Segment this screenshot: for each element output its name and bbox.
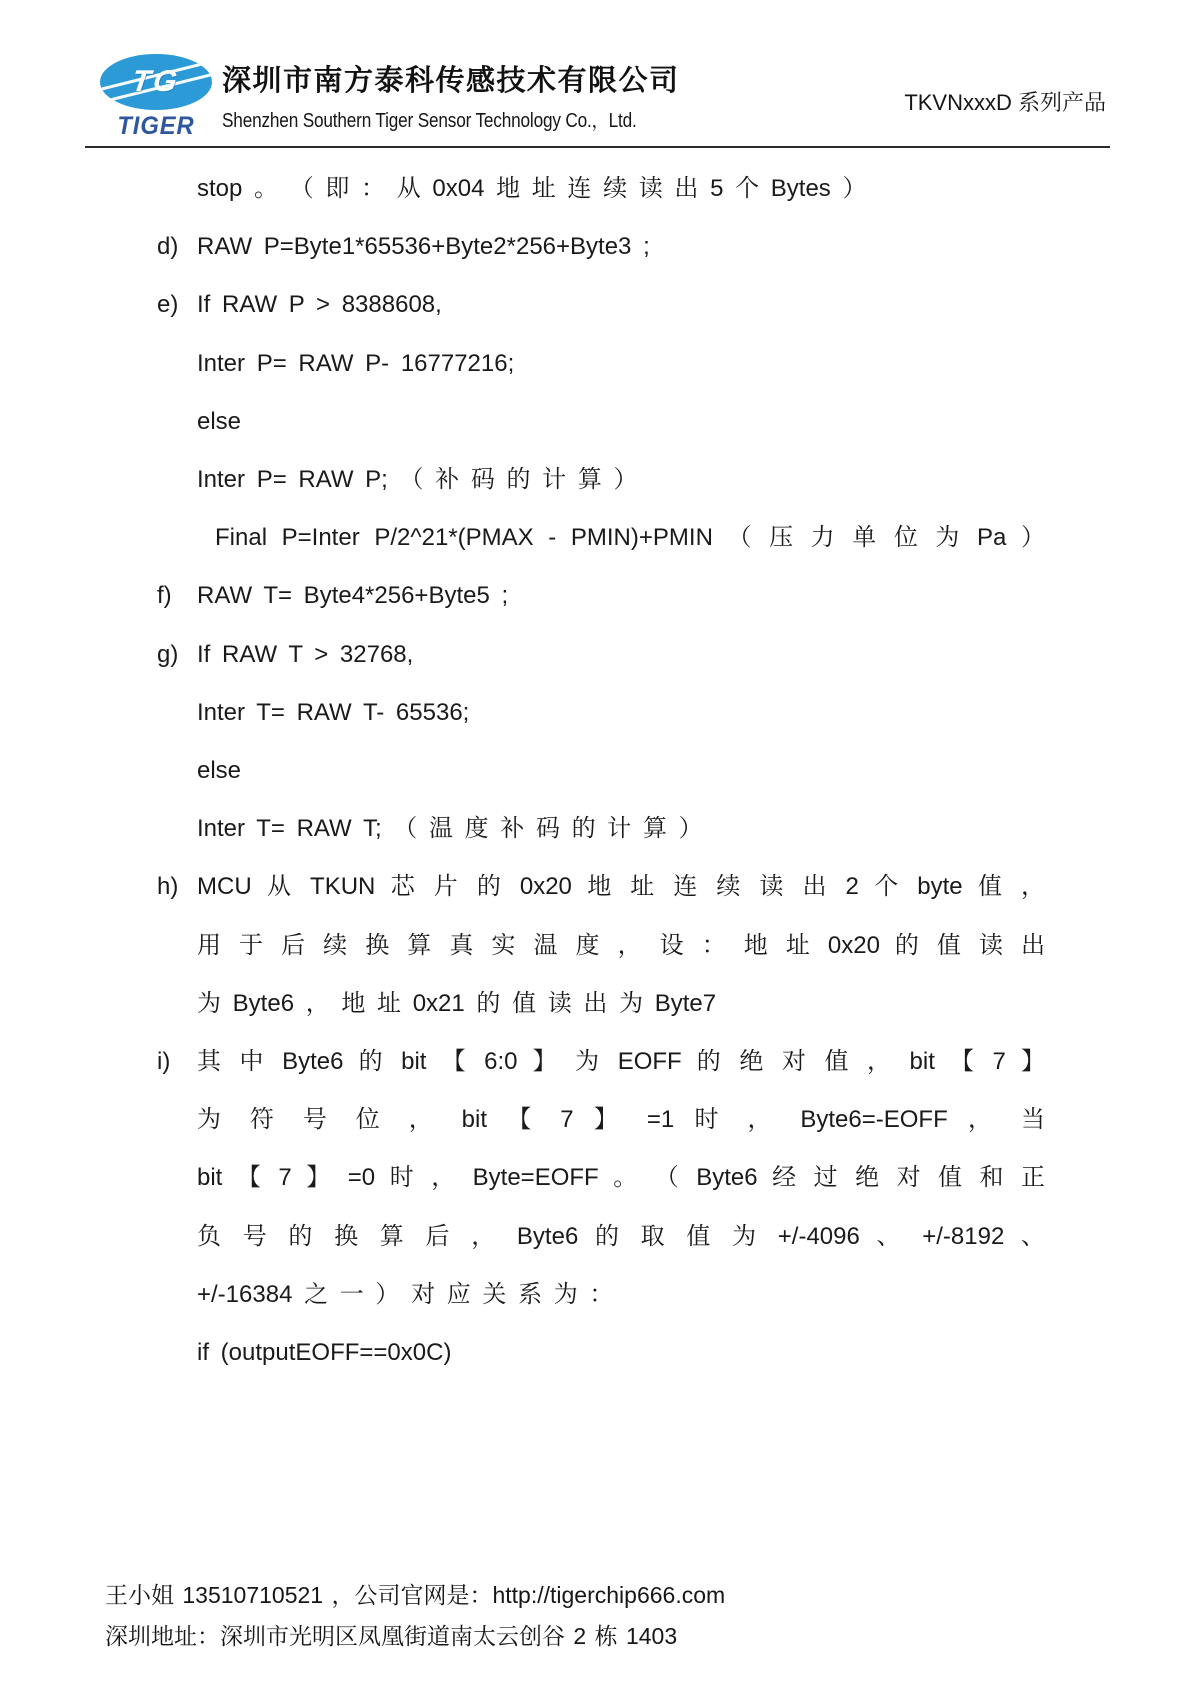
body-line	[157, 858, 1045, 916]
line-marker	[157, 742, 197, 800]
line-text: bit 【 7 】 =0 时 ， Byte=EOFF 。 （ Byte6 经 过 绝 对 值 和 正	[197, 1164, 1045, 1192]
line-text: Inter P= RAW P; （ 补 码 的 计 算 ）	[197, 466, 638, 494]
body-line	[157, 276, 1045, 334]
logo-brand-text: TIGER	[117, 112, 195, 140]
body-line	[157, 567, 1045, 625]
body-line	[157, 975, 1045, 1033]
page-header	[0, 0, 1190, 150]
line-marker	[157, 509, 197, 567]
line-marker	[157, 1091, 197, 1149]
line-text: 用 于 后 续 换 算 真 实 温 度 ， 设 ： 地 址 0x20 的 值 读 出	[197, 931, 1045, 959]
line-text: else	[197, 757, 242, 785]
line-marker	[157, 335, 197, 393]
line-marker: e)	[157, 291, 179, 319]
line-text: 为 符 号 位 ， bit 【 7 】 =1 时 ， Byte6=-EOFF ， 当	[197, 1106, 1045, 1134]
body-line	[157, 917, 1045, 975]
body-line	[157, 509, 1045, 567]
line-marker	[157, 1149, 197, 1207]
body-line	[157, 626, 1045, 684]
line-marker	[157, 451, 197, 509]
line-text: RAW P=Byte1*65536+Byte2*256+Byte3 ;	[197, 233, 650, 261]
line-text: Final P=Inter P/2^21*(PMAX - PMIN)+PMIN （ 压 力 单 位 为 Pa ）	[215, 524, 1045, 552]
company-name-en: Shenzhen Southern Tiger Sensor Technology Co.，Ltd.	[222, 110, 637, 132]
line-text: Inter T= RAW T- 65536;	[197, 698, 470, 726]
body-line	[157, 160, 1045, 218]
body-line	[157, 335, 1045, 393]
body-line	[157, 1266, 1045, 1324]
header-divider	[85, 146, 1110, 148]
line-text: RAW T= Byte4*256+Byte5 ;	[197, 582, 509, 610]
line-text: MCU 从 TKUN 芯 片 的 0x20 地 址 连 续 读 出 2 个 byte 值 ，	[197, 873, 1045, 901]
body-line	[157, 1091, 1045, 1149]
line-text: else	[197, 407, 242, 435]
page-footer	[105, 1575, 725, 1657]
logo-monogram: TG	[129, 65, 183, 98]
line-marker	[157, 160, 197, 218]
body-line	[157, 1324, 1045, 1382]
line-marker: h)	[157, 873, 179, 901]
body-line	[157, 1149, 1045, 1207]
company-logo	[98, 54, 214, 141]
body-line	[157, 1033, 1045, 1091]
body-line	[157, 451, 1045, 509]
line-marker	[157, 917, 197, 975]
line-text: 为 Byte6 ， 地 址 0x21 的 值 读 出 为 Byte7	[197, 989, 717, 1017]
body-line	[157, 218, 1045, 276]
body-line	[157, 393, 1045, 451]
line-marker: i)	[157, 1048, 171, 1076]
tiger-logo-icon	[100, 54, 212, 110]
line-text: If RAW P > 8388608,	[197, 291, 442, 319]
line-marker	[157, 1266, 197, 1324]
line-text: if (outputEOFF==0x0C)	[197, 1339, 452, 1367]
line-text: stop 。 （ 即 ： 从 0x04 地 址 连 续 读 出 5 个 Bytes ）	[197, 175, 867, 202]
footer-contact-line: 王小姐 13510710521 ，公司官网是：http://tigerchip666.com	[105, 1582, 726, 1608]
document-body	[157, 160, 1045, 1382]
line-text: Inter T= RAW T; （ 温 度 补 码 的 计 算 ）	[197, 815, 703, 843]
body-line	[157, 684, 1045, 742]
line-text: +/-16384 之 一 ） 对 应 关 系 为 ：	[197, 1280, 614, 1308]
line-marker	[157, 684, 197, 742]
body-line	[157, 742, 1045, 800]
body-line	[157, 800, 1045, 858]
line-marker	[157, 800, 197, 858]
line-marker	[157, 1208, 197, 1266]
company-name-cn: 深圳市南方泰科传感技术有限公司	[222, 65, 680, 97]
line-text: 其 中 Byte6 的 bit 【 6:0 】 为 EOFF 的 绝 对 值 ， bit 【 7 】	[197, 1048, 1045, 1076]
line-text: 负 号 的 换 算 后 ， Byte6 的 取 值 为 +/-4096 、 +/-8192 、	[197, 1222, 1045, 1250]
line-marker: g)	[157, 640, 179, 668]
line-marker	[157, 393, 197, 451]
body-line	[157, 1208, 1045, 1266]
line-marker	[157, 975, 197, 1033]
line-text: Inter P= RAW P- 16777216;	[197, 349, 515, 377]
line-text: If RAW T > 32768,	[197, 640, 414, 668]
line-marker	[157, 1324, 197, 1382]
product-series-label: TKVNxxxD 系列产品	[904, 90, 1106, 115]
line-marker: f)	[157, 582, 172, 610]
footer-address-line: 深圳地址：深圳市光明区凤凰街道南太云创谷 2 栋 1403	[105, 1623, 678, 1649]
line-marker: d)	[157, 233, 179, 261]
